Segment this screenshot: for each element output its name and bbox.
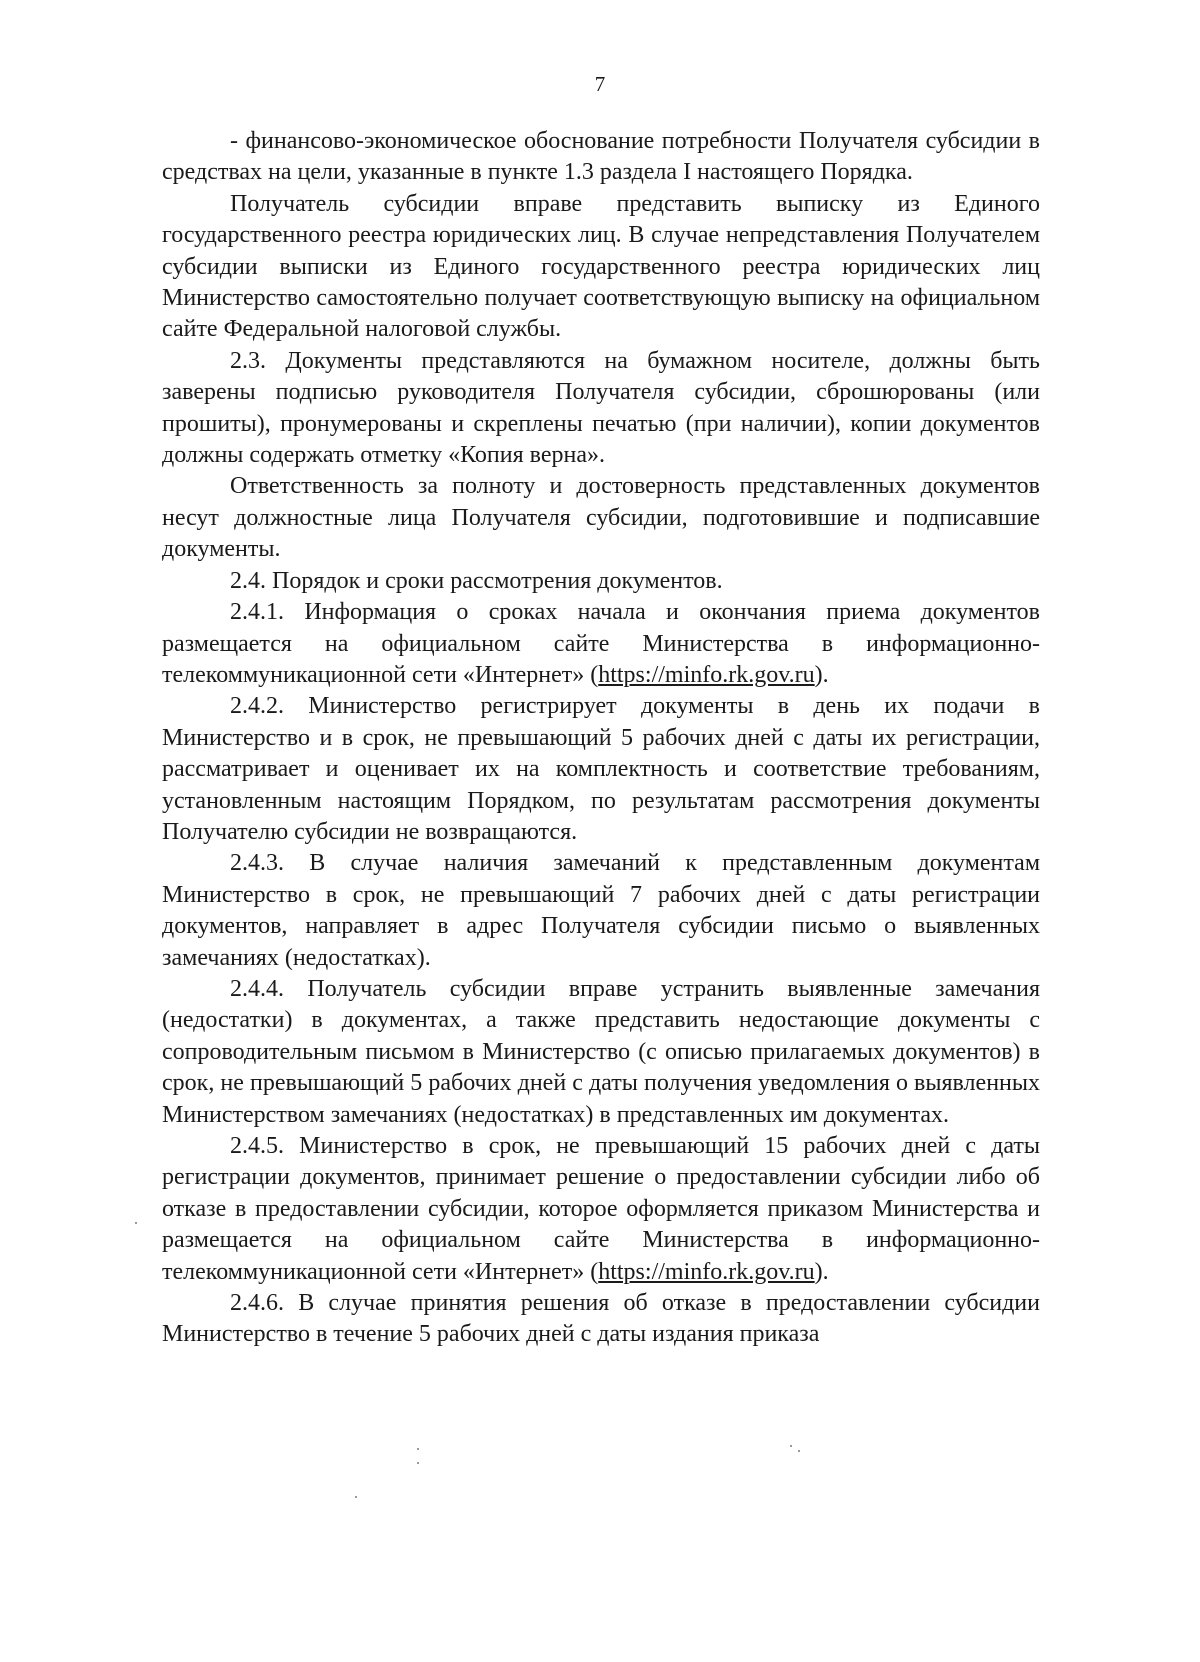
scan-speck: [417, 1462, 419, 1464]
paragraph-text: ).: [814, 1258, 829, 1285]
paragraph-text: 2.4.5. Министерство в срок, не превышающий 15 рабочих дней с даты регистрации документов, принимает решение о предоставлении субсидии либо об отказе в предоставлении субсидии, которое оформляется приказом Министерства и размещается на официальном сайте Министерства в информационно-телекоммуникационной сети «Интернет» (: [162, 1133, 1040, 1285]
paragraph-2-4-3: 2.4.3. В случае наличия замечаний к представленным документам Министерство в срок, не превышающий 7 рабочих дней с даты регистрации документов, направляет в адрес Получателя субсидии письмо о выявленных замечаниях (недостатках).: [162, 850, 1040, 971]
scan-speck: [798, 1450, 800, 1452]
paragraph-2-4-5: [162, 1131, 1040, 1288]
paragraph-egrul-extract: Получатель субсидии вправе представить выписку из Единого государственного реестра юридических лиц. В случае непредставления Получателем субсидии выписки из Единого государственного реестра юридических лиц Министерство самостоятельно получает соответствующую выписку на официальном сайте Федеральной налоговой службы.: [162, 190, 1040, 343]
paragraph-financial-justification: - финансово-экономическое обоснование потребности Получателя субсидии в средствах на цели, указанные в пункте 1.3 раздела I настоящего Порядка.: [162, 128, 1040, 186]
scan-speck: [135, 1222, 137, 1224]
page-number: 7: [594, 72, 606, 96]
paragraph-2-4-2: 2.4.2. Министерство регистрирует документы в день их подачи в Министерство и в срок, не превышающий 5 рабочих дней с даты их регистрации, рассматривает и оценивает их на комплектность и соответствие требованиям, установленным настоящим Порядком, по результатам рассмотрения документы Получателю субсидии не возвращаются.: [162, 693, 1040, 845]
scan-speck: [355, 1496, 357, 1498]
minfo-link[interactable]: https://minfo.rk.gov.ru: [598, 1258, 815, 1285]
minfo-link[interactable]: https://minfo.rk.gov.ru: [598, 661, 815, 688]
paragraph-2-3: 2.3. Документы представляются на бумажном носителе, должны быть заверены подписью руководителя Получателя субсидии, сброшюрованы (или прошиты), пронумерованы и скреплены печатью (при наличии), копии документов должны содержать отметку «Копия верна».: [162, 347, 1040, 469]
paragraph-text: 2.4.1. Информация о сроках начала и окончания приема документов размещается на официальном сайте Министерства в информационно-телекоммуникационной сети «Интернет» (: [162, 599, 1040, 688]
paragraph-2-4-6: 2.4.6. В случае принятия решения об отказе в предоставлении субсидии Министерство в течение 5 рабочих дней с даты издания приказа: [162, 1290, 1040, 1348]
paragraph-2-4-1: [162, 597, 1040, 691]
paragraph-responsibility: Ответственность за полноту и достоверность представленных документов несут должностные лица Получателя субсидии, подготовившие и подписавшие документы.: [162, 473, 1040, 563]
paragraph-text: ).: [814, 661, 829, 688]
paragraph-2-4: 2.4. Порядок и сроки рассмотрения документов.: [230, 567, 723, 594]
scan-speck: [417, 1448, 419, 1450]
paragraph-2-4-4: 2.4.4. Получатель субсидии вправе устранить выявленные замечания (недостатки) в документах, а также представить недостающие документы с сопроводительным письмом в Министерство (с описью прилагаемых документов) в срок, не превышающий 5 рабочих дней с даты получения уведомления о выявленных Министерством замечаниях (недостатках) в представленных им документах.: [162, 975, 1040, 1128]
scan-speck: [790, 1445, 792, 1447]
document-body: [162, 126, 1040, 1351]
